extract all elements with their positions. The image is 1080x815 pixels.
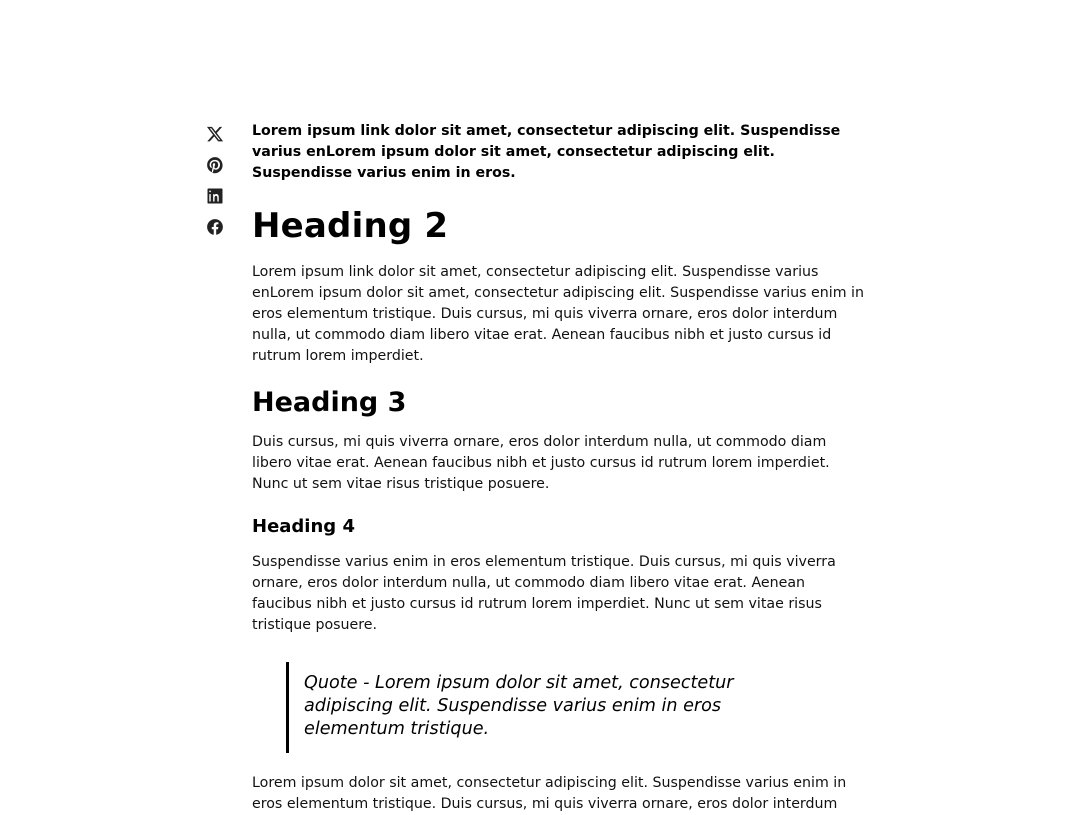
paragraph-3: Suspendisse varius enim in eros elementum tristique. Duis cursus, mi quis viverra ornare, eros dolor interdum nulla, ut commodo diam libero vitae erat. Aenean faucibus nibh et justo cursus id rutrum lorem imperdiet. Nunc ut sem vitae risus tristique posuere. [252,554,836,633]
paragraph-1: Lorem ipsum link dolor sit amet, consectetur adipiscing elit. Suspendisse varius enLorem ipsum dolor sit amet, consectetur adipiscing elit. Suspendisse varius enim in eros elementum tristique. Duis cursus, mi quis viverra ornare, eros dolor interdum nulla, ut commodo diam libero vitae erat. Aenean faucibus nibh et justo cursus id rutrum lorem imperdiet. [252,264,864,364]
linkedin-icon[interactable] [204,185,226,207]
pinterest-icon[interactable] [204,154,226,176]
facebook-icon[interactable] [204,216,226,238]
heading-2: Heading 2 [252,206,449,246]
lead-paragraph: Lorem ipsum link dolor sit amet, consectetur adipiscing elit. Suspendisse varius enLorem ipsum dolor sit amet, consectetur adipiscing elit. Suspendisse varius enim in eros. [252,123,841,181]
paragraph-4: Lorem ipsum dolor sit amet, consectetur adipiscing elit. Suspendisse varius enim in eros elementum tristique. Duis cursus, mi quis viverra ornare, eros dolor interdum [252,775,847,812]
x-twitter-icon[interactable] [204,123,226,145]
heading-4: Heading 4 [252,516,355,537]
paragraph-2: Duis cursus, mi quis viverra ornare, eros dolor interdum nulla, ut commodo diam libero vitae erat. Aenean faucibus nibh et justo cursus id rutrum lorem imperdiet. Nunc ut sem vitae risus tristique posuere. [252,434,830,492]
heading-3: Heading 3 [252,387,407,418]
blockquote: Quote - Lorem ipsum dolor sit amet, consectetur adipiscing elit. Suspendisse varius enim in eros elementum tristique. [286,662,768,753]
article-body [252,121,868,815]
share-bar [204,123,226,238]
